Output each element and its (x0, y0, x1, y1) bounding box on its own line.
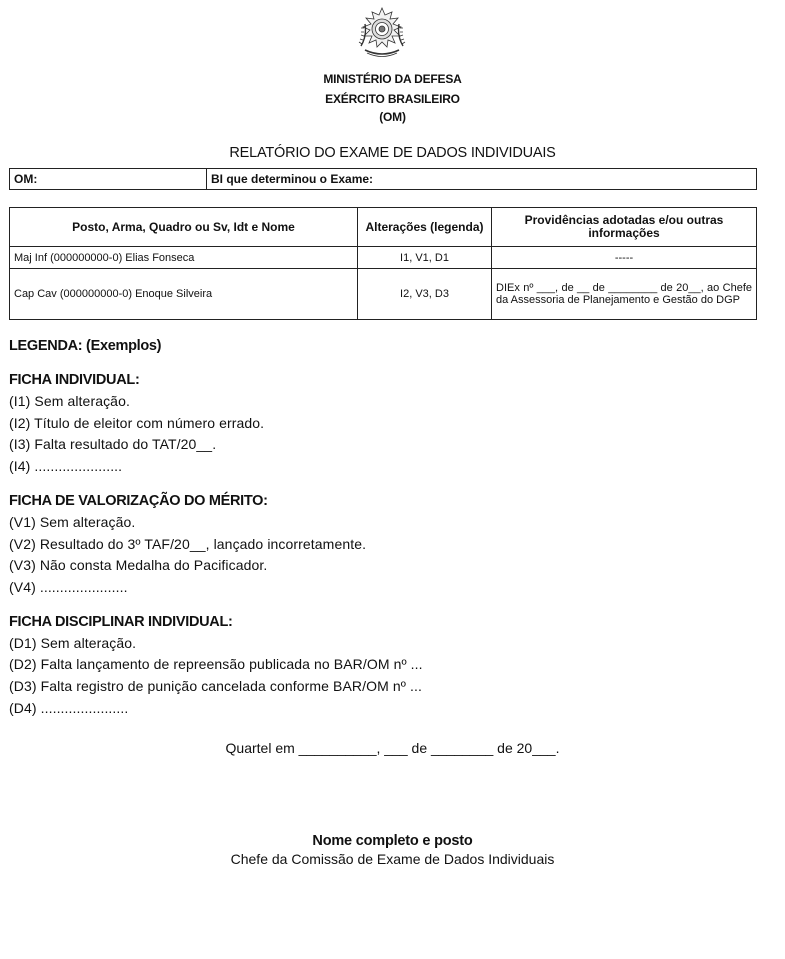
date-line: Quartel em __________, ___ de ________ de 20___. (225, 740, 560, 756)
column-header-actions: Providências adotadas e/ou outras informações (492, 208, 757, 247)
table-row (10, 247, 757, 269)
cell-actions: DIEx nº ___, de __ de ________ de 20__, ao Chefe da Assessoria de Planejamento e Gestão do DGP (492, 269, 757, 320)
om-info-table (9, 168, 757, 190)
section-title-merit: FICHA DE VALORIZAÇÃO DO MÉRITO: (9, 492, 268, 509)
signature-role: Chefe da Comissão de Exame de Dados Individuais (230, 851, 555, 867)
cell-changes: I2, V3, D3 (358, 269, 492, 320)
bi-label: BI que determinou o Exame: (207, 169, 757, 190)
data-table (9, 207, 757, 320)
legend-item: (V1) Sem alteração. (9, 513, 136, 530)
legend-title: LEGENDA: (Exemplos) (9, 338, 162, 354)
cell-name: Cap Cav (000000000-0) Enoque Silveira (10, 269, 358, 320)
column-header-changes: Alterações (legenda) (358, 208, 492, 247)
legend-item: (V4) ...................... (9, 578, 128, 595)
legend-item: (D2) Falta lançamento de repreensão publicada no BAR/OM nº ... (9, 656, 423, 673)
legend-item: (I4) ...................... (9, 458, 123, 475)
table-row (10, 269, 757, 320)
legend-item: (D4) ...................... (9, 699, 129, 716)
legend-item: (V3) Não consta Medalha do Pacificador. (9, 557, 268, 574)
legend-item: (I1) Sem alteração. (9, 393, 130, 409)
section-title-disciplinary: FICHA DISCIPLINAR INDIVIDUAL: (9, 613, 233, 630)
cell-actions: ----- (492, 247, 757, 269)
legend-item: (D1) Sem alteração. (9, 634, 137, 651)
legend-item: (V2) Resultado do 3º TAF/20__, lançado incorretamente. (9, 535, 367, 552)
om-heading: (OM) (379, 110, 406, 124)
ministry-heading: MINISTÉRIO DA DEFESA (323, 72, 462, 86)
coat-of-arms-icon (353, 6, 411, 62)
army-heading: EXÉRCITO BRASILEIRO (325, 92, 460, 106)
legend (9, 335, 769, 719)
legend-item: (I3) Falta resultado do TAT/20__. (9, 436, 217, 453)
cell-name: Maj Inf (000000000-0) Elias Fonseca (10, 247, 358, 269)
legend-item: (D3) Falta registro de punição cancelada conforme BAR/OM nº ... (9, 678, 422, 695)
legend-item: (I2) Título de eleitor com número errado. (9, 414, 265, 431)
om-label: OM: (10, 169, 207, 190)
section-title-individual: FICHA INDIVIDUAL: (9, 372, 140, 388)
cell-changes: I1, V1, D1 (358, 247, 492, 269)
report-title: RELATÓRIO DO EXAME DE DADOS INDIVIDUAIS (229, 145, 556, 161)
column-header-name: Posto, Arma, Quadro ou Sv, Idt e Nome (10, 208, 358, 247)
signature-name: Nome completo e posto (312, 833, 473, 849)
